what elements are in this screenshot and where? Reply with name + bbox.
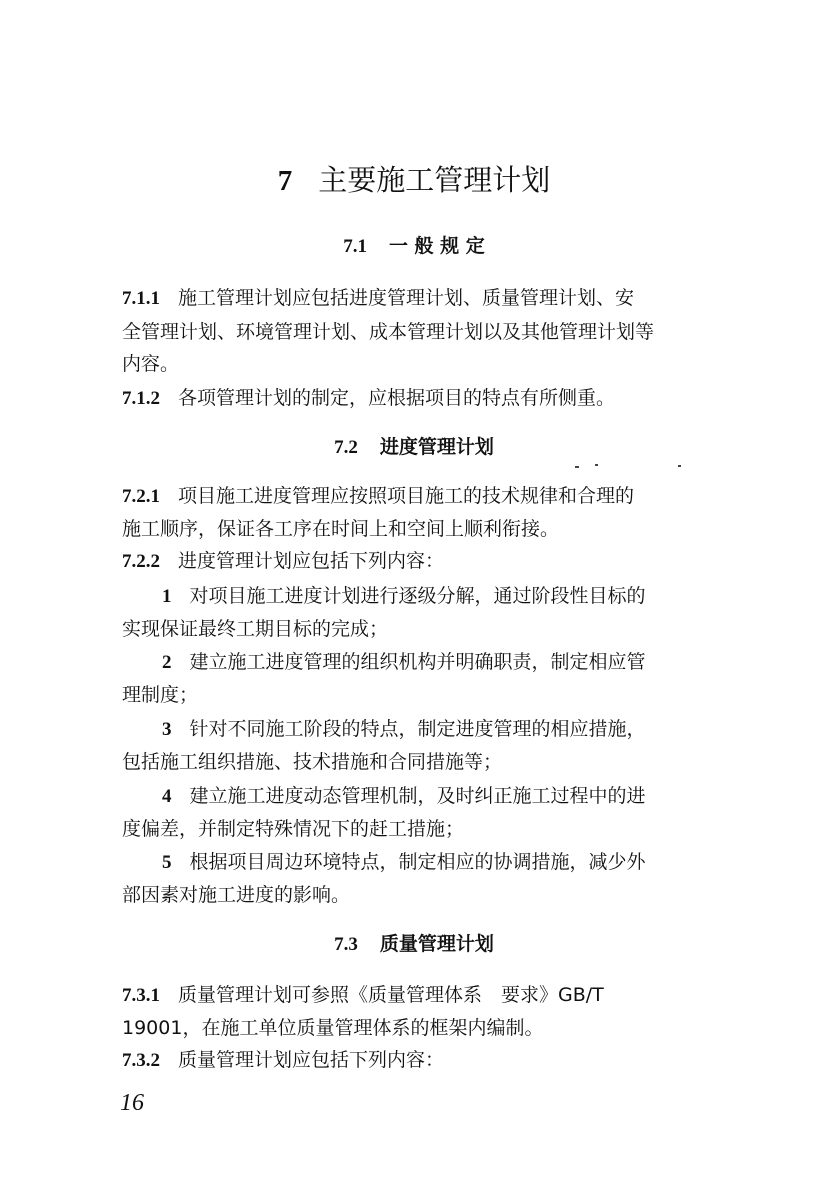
section-number: 7.2: [334, 437, 358, 458]
chapter-title-text: 主要施工管理计划: [318, 163, 551, 197]
clause-7-3-1-line-2: 19001，在施工单位质量管理体系的框架内编制。: [122, 1017, 544, 1039]
clause-text: 质量管理计划应包括下列内容：: [178, 1049, 445, 1071]
clause-7-3-1-line-1: [122, 981, 604, 1010]
item-text: 建立施工进度管理的组织机构并明确职责，制定相应管: [189, 651, 646, 673]
clause-7-1-2: [122, 384, 615, 413]
item-number: 1: [162, 586, 172, 607]
scan-speck: [678, 465, 681, 467]
item-text: 对项目施工进度计划进行逐级分解，通过阶段性目标的: [189, 585, 646, 607]
clause-7-1-1-line-2: 全管理计划、环境管理计划、成本管理计划以及其他管理计划等: [122, 321, 655, 343]
list-item-2-line-1: [162, 648, 646, 677]
list-item-4-line-2: 度偏差，并制定特殊情况下的赶工措施；: [122, 818, 465, 840]
list-item-5-line-1: [162, 848, 646, 877]
clause-7-1-1-line-1: [122, 284, 634, 313]
list-item-5-line-2: 部因素对施工进度的影响。: [122, 884, 351, 906]
list-item-4-line-1: [162, 782, 646, 811]
chapter-number: 7: [277, 165, 293, 197]
section-number: 7.3: [334, 934, 358, 955]
section-heading-7-3: [0, 930, 828, 959]
list-item-1-line-1: [162, 582, 646, 611]
clause-7-2-1-line-2: 施工顺序，保证各工序在时间上和空间上顺利衔接。: [122, 518, 560, 540]
clause-7-2-2: [122, 547, 444, 576]
clause-number: 7.3.2: [122, 1050, 160, 1071]
clause-number: 7.1.2: [122, 388, 160, 409]
clause-text: 进度管理计划应包括下列内容：: [178, 550, 445, 572]
list-item-2-line-2: 理制度；: [122, 684, 199, 706]
clause-text: 施工管理计划应包括进度管理计划、质量管理计划、安: [178, 287, 635, 309]
clause-7-1-1-line-3: 内容。: [122, 353, 180, 375]
list-item-3-line-2: 包括施工组织措施、技术措施和合同措施等；: [122, 751, 503, 773]
clause-7-3-2: [122, 1046, 444, 1075]
section-title-text: 一 般 规 定: [388, 235, 485, 257]
clause-text: 项目施工进度管理应按照项目施工的技术规律和合理的: [178, 485, 635, 507]
item-number: 5: [162, 852, 172, 873]
clause-text: 各项管理计划的制定，应根据项目的特点有所侧重。: [178, 387, 616, 409]
scan-speck: [575, 466, 579, 468]
clause-text: 质量管理计划可参照《质量管理体系 要求》GB/T: [178, 984, 604, 1006]
clause-number: 7.2.1: [122, 486, 160, 507]
clause-7-2-1-line-1: [122, 482, 634, 511]
item-number: 3: [162, 719, 172, 740]
item-number: 2: [162, 652, 172, 673]
list-item-3-line-1: [162, 715, 646, 744]
clause-number: 7.1.1: [122, 288, 160, 309]
page-number: 16: [120, 1090, 144, 1116]
scan-speck: [595, 464, 598, 466]
item-text: 建立施工进度动态管理机制，及时纠正施工过程中的进: [189, 785, 646, 807]
section-heading-7-2: [0, 433, 828, 462]
item-text: 针对不同施工阶段的特点，制定进度管理的相应措施，: [189, 718, 646, 740]
chapter-title: [0, 160, 828, 201]
section-number: 7.1: [343, 236, 367, 257]
section-heading-7-1: [0, 232, 828, 261]
section-title-text: 质量管理计划: [379, 933, 494, 955]
section-title-text: 进度管理计划: [379, 436, 494, 458]
item-number: 4: [162, 786, 172, 807]
clause-number: 7.2.2: [122, 551, 160, 572]
list-item-1-line-2: 实现保证最终工期目标的完成；: [122, 618, 389, 640]
clause-number: 7.3.1: [122, 985, 160, 1006]
item-text: 根据项目周边环境特点，制定相应的协调措施，减少外: [189, 851, 646, 873]
